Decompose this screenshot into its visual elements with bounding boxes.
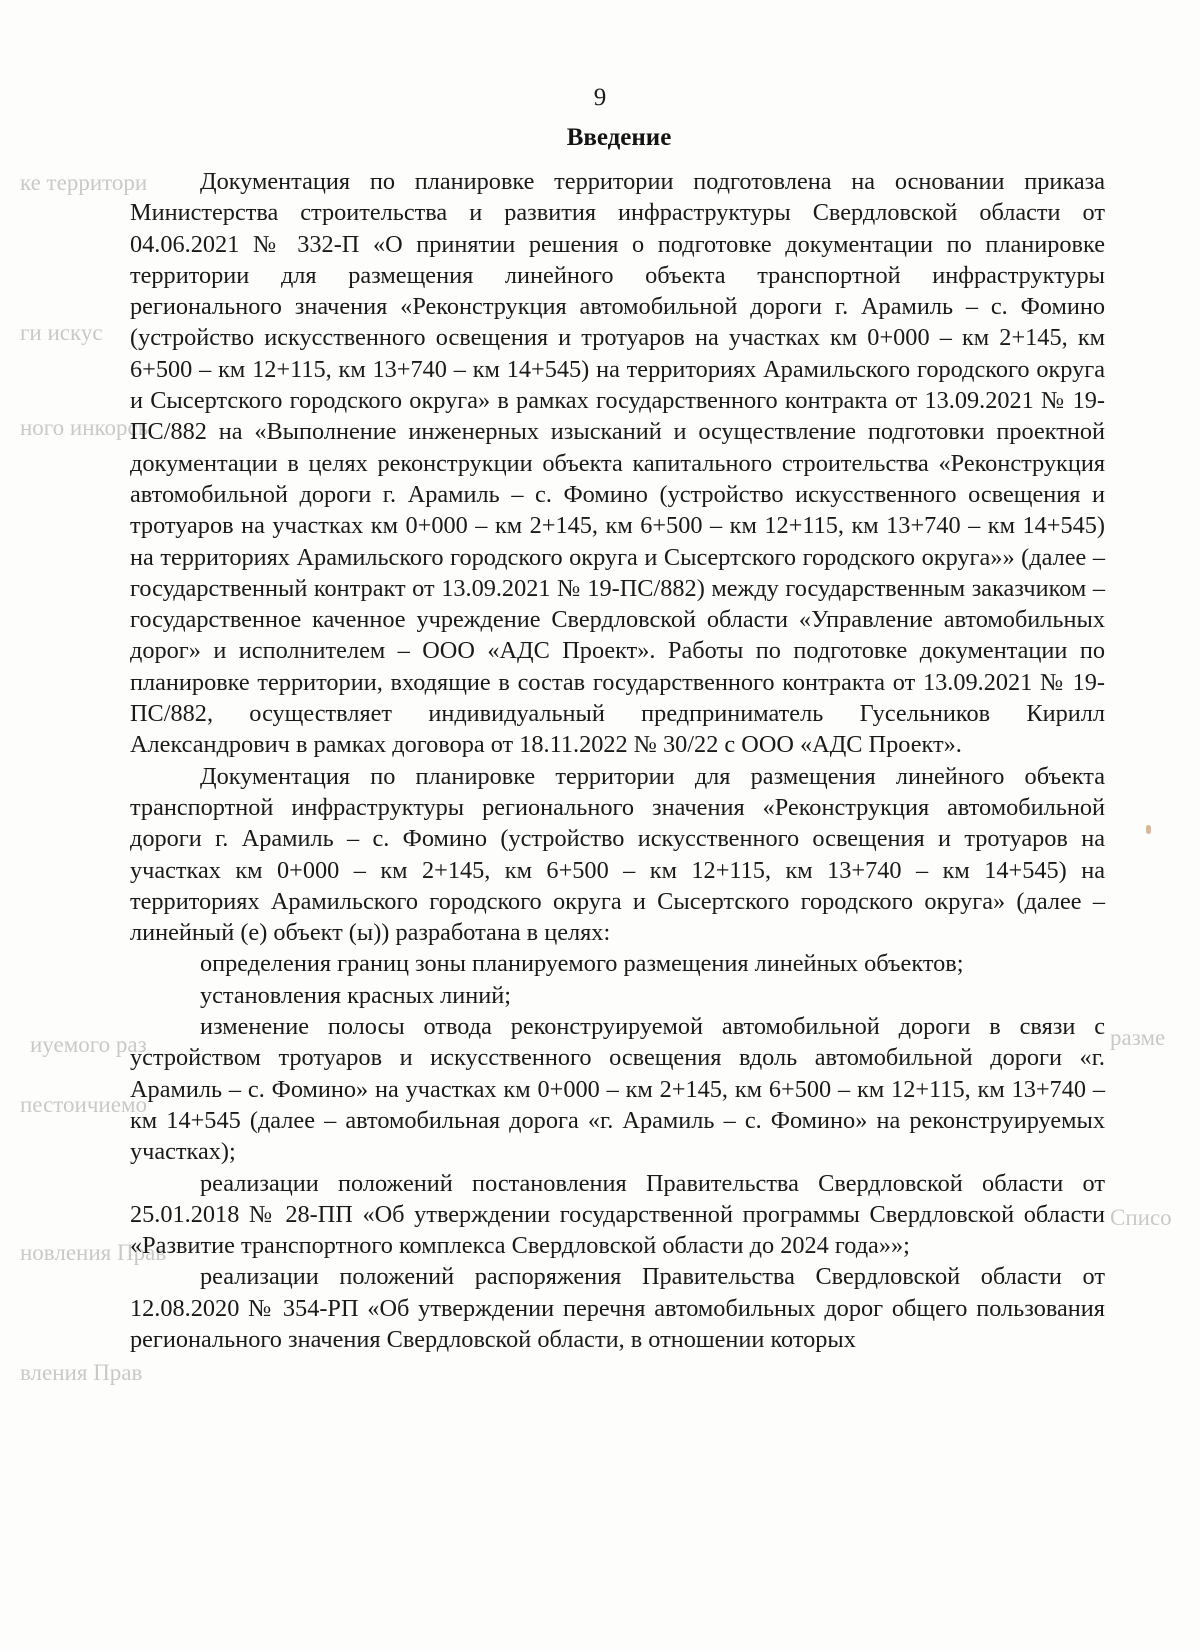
paragraph-basis: Документация по планировке территории подготовлена на основании приказа Министерства строительства и развития инфраструктуры Свердловской области от 04.06.2021 № 332-П «О принятии решения о подготовке документации по планировке территории для размещения линейного объекта транспортной инфраструктуры регионального значения «Реконструкция автомобильной дороги г. Арамиль – с. Фомино (устройство искусственного освещения и тротуаров на участках км 0+000 – км 2+145, км 6+500 – км 12+115, км 13+740 – км 14+545) на территориях Арамильского городского округа и Сысертского городского округа» в рамках государственного контракта от 13.09.2021 № 19-ПС/882 на «Выполнение инженерных изысканий и осуществление подготовки проектной документации в целях реконструкции объекта капитального строительства «Реконструкция автомобильной дороги г. Арамиль – с. Фомино (устройство искусственного освещения и тротуаров на участках км 0+000 – км 2+145, км 6+500 – км 12+115, км 13+740 – км 14+545) на территориях Арамильского городского округа и Сысертского городского округа»» (далее – государственный контракт от 13.09.2021 № 19-ПС/882) между государственным заказчиком – государственное каченное учреждение Свердловской области «Управление автомобильных дорог» и исполнителем – ООО «АДС Проект». Работы по подготовке документации по планировке территории, входящие в состав государственного контракта от 13.09.2021 № 19-ПС/882, осуществляет индивидуальный предприниматель Гусельников Кирилл Александрович в рамках договора от 18.11.2022 № 30/22 с ООО «АДС Проект». (130, 168, 1105, 759)
paper-stain (1146, 825, 1151, 834)
show-through-text: ного инкорсь (20, 415, 149, 440)
show-through-text: пестоичиемо (20, 1092, 147, 1117)
document-body (130, 166, 1105, 1355)
page-number: 9 (593, 84, 607, 111)
show-through-text: ги искус (20, 320, 103, 345)
goal-item-order: реализации положений распоряжения Правительства Свердловской области от 12.08.2020 № 354-РП «Об утверждении перечня автомобильных дорог общего пользования регионального значения Свердловской области, в отношении которых (130, 1263, 1105, 1353)
show-through-text: разме (1110, 1025, 1166, 1050)
show-through-text: Списо (1110, 1205, 1172, 1230)
goal-item-red-lines: установления красных линий; (200, 981, 512, 1009)
show-through-text: ке территори (20, 170, 148, 195)
goal-item-right-of-way: изменение полосы отвода реконструируемой автомобильной дороги в связи с устройством тротуаров и искусственного освещения вдоль автомобильной дороги «г. Арамиль – с. Фомино» на участках км 0+000 – км 2+145, км 6+500 – км 12+115, км 13+740 – км 14+545 (далее – автомобильная дорога «г. Арамиль – с. Фомино» на реконструируемых участках); (130, 1013, 1105, 1166)
goal-item-boundaries: определения границ зоны планируемого размещения линейных объектов; (200, 950, 964, 978)
section-heading: Введение (566, 124, 672, 151)
show-through-text: иуемого раз (30, 1032, 147, 1057)
show-through-text: новления Прав (20, 1240, 167, 1265)
show-through-text: вления Прав (20, 1360, 143, 1385)
goal-item-resolution: реализации положений постановления Правительства Свердловской области от 25.01.2018 № 28-ПП «Об утверждении государственной программы Свердловской области «Развитие транспортного комплекса Свердловской области до 2024 года»»; (130, 1169, 1105, 1260)
paragraph-purpose: Документация по планировке территории для размещения линейного объекта транспортной инфраструктуры регионального значения «Реконструкция автомобильной дороги г. Арамиль – с. Фомино (устройство искусственного освещения и тротуаров на участках км 0+000 – км 2+145, км 6+500 – км 12+115, км 13+740 – км 14+545) на территориях Арамильского городского округа и Сысертского городского округа» (далее – линейный (е) объект (ы)) разработана в целях: (130, 762, 1105, 947)
